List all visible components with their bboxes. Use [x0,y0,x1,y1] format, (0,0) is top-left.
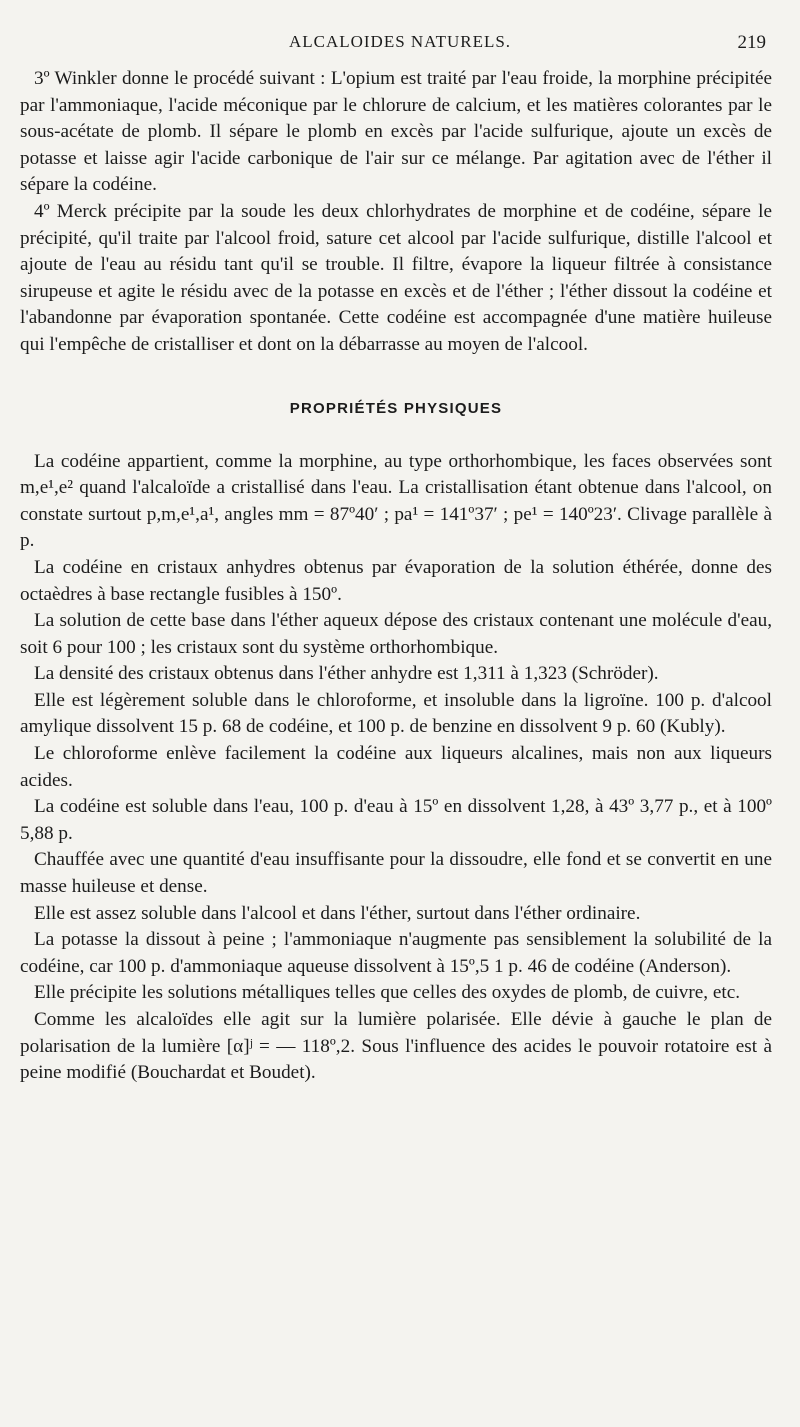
paragraph-alcohol-ether: Elle est assez soluble dans l'alcool et dans l'éther, surtout dans l'éther ordinaire. [34,902,641,924]
paragraph-anhydrous-crystals: La codéine en cristaux anhydres obtenus par évaporation de la solution éthérée, donne des octaèdres à base rectangle fusibles à 150º. [20,556,772,605]
paragraph-merck: 4º Merck précipite par la soude les deux chlorhydrates de morphine et de codéine, sépare le précipité, qu'il traite par l'alcool froid, sature cet alcool par l'acide sulfurique, distille l'alcool et ajoute de l'eau au résidu tant qu'il se trouble. Il filtre, évapore la liqueur filtrée à consistance sirupeuse et agite le résidu avec de la potasse en excès et de l'éther ; l'éther dissout la codéine et l'abandonne par évaporation spontanée. Cette codéine est accompagnée d'une matière huileuse qui l'empêche de cristalliser et dont on la débarrasse au moyen de l'alcool. [20,200,772,355]
paragraph-metal-solutions: Elle précipite les solutions métalliques telles que celles des oxydes de plomb, de cuivre, etc. [34,982,741,1004]
running-title: ALCALOIDES NATURELS. [288,32,512,51]
paragraph-chloroform-solubility: Elle est légèrement soluble dans le chloroforme, et insoluble dans la ligroïne. 100 p. d'alcool amylique dissolvent 15 p. 68 de codéine, et 100 p. de benzine en dissolvent 9 p. 60 (Kubly). [20,689,772,738]
paragraph-ether-solution: La solution de cette base dans l'éther aqueux dépose des cristaux contenant une molécule d'eau, soit 6 pour 100 ; les cristaux sont du système orthorhombique. [20,610,772,658]
paragraph-chloroform-extraction: Le chloroforme enlève facilement la codéine aux liqueurs alcalines, mais non aux liqueurs acides. [20,743,772,791]
paragraph-polarization: Comme les alcaloïdes elle agit sur la lumière polarisée. Elle dévie à gauche le plan de polarisation de la lumière [α]ʲ = — 118º,2. Sous l'influence des acides le pouvoir rotatoire est à peine modifié (Bouchardat et Boudet). [20,1009,772,1084]
paragraph-density: La densité des cristaux obtenus dans l'éther anhydre est 1,311 à 1,323 (Schröder). [34,663,659,685]
page-number: 219 [737,32,766,53]
page-header [20,32,780,60]
paragraph-crystal-form: La codéine appartient, comme la morphine, au type orthorhombique, les faces observées sont m,e¹,e² quand l'alcaloïde a cristallisé dans l'eau. La cristallisation étant obtenue dans l'alcool, on constate surtout p,m,e¹,a¹, angles mm = 87º40′ ; pa¹ = 141º37′ ; pe¹ = 140º23′. Clivage parallèle à p. [20,450,772,552]
paragraph-potash: La potasse la dissout à peine ; l'ammoniaque n'augmente pas sensiblement la solubilité de la codéine, car 100 p. d'ammoniaque aqueuse dissolvent à 15º,5 1 p. 46 de codéine (Anderson). [20,929,772,977]
paragraph-water-solubility: La codéine est soluble dans l'eau, 100 p. d'eau à 15º en dissolvent 1,28, à 43º 3,77 p., et à 100º 5,88 p. [20,796,772,844]
section-heading: PROPRIÉTÉS PHYSIQUES [289,399,503,417]
paragraph-heating: Chauffée avec une quantité d'eau insuffisante pour la dissoudre, elle fond et se convertit en une masse huileuse et dense. [20,849,772,898]
paragraph-winkler: 3º Winkler donne le procédé suivant : L'opium est traité par l'eau froide, la morphine précipitée par l'ammoniaque, l'acide méconique par le chlorure de calcium, et les matières colorantes par le sous-acétate de plomb. Il sépare le plomb en excès par l'acide sulfurique, ajoute un excès de potasse et laisse agir l'acide carbonique de l'air sur ce mélange. Par agitation avec de l'éther il sépare la codéine. [20,68,772,196]
page-body [20,66,772,1087]
